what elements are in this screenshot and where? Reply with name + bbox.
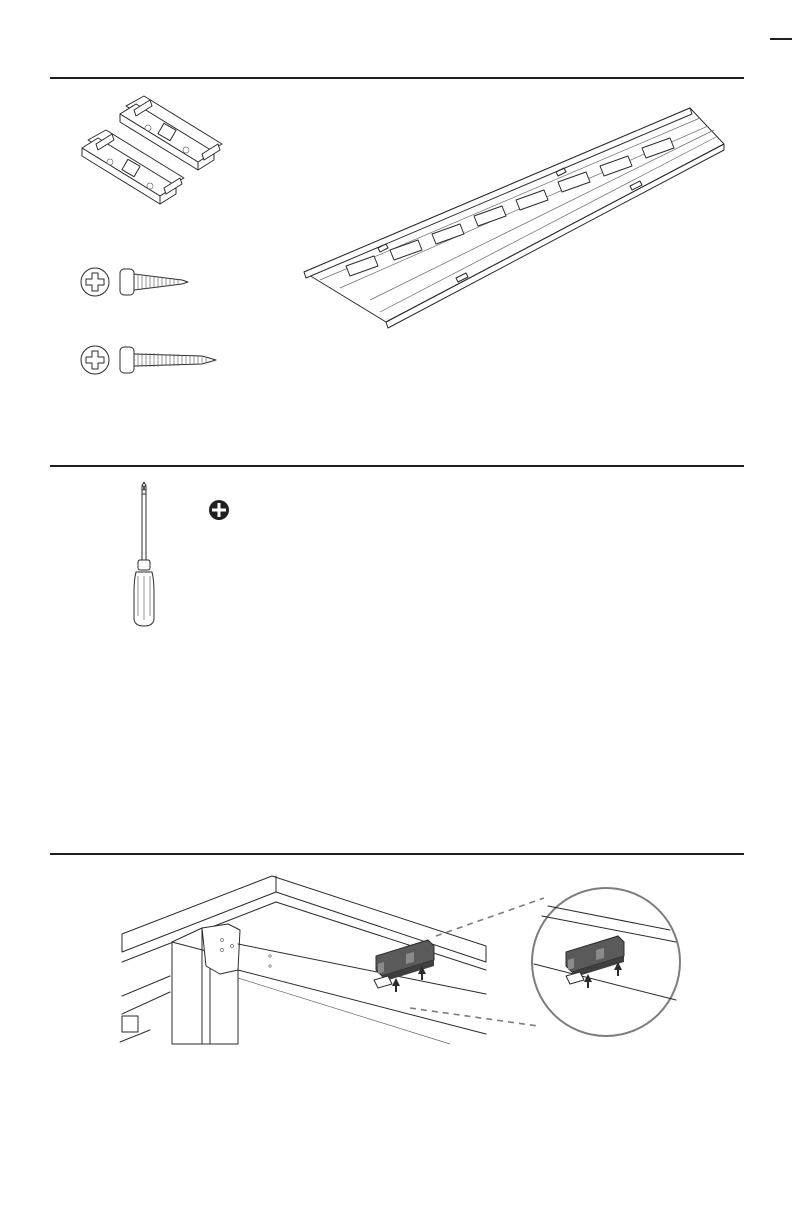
underside-view: [110, 866, 700, 1046]
section-divider-step: [50, 853, 744, 855]
mounting-clips: [78, 92, 228, 217]
phillips-bit-icon: [208, 499, 230, 521]
mounting-bracket: [374, 940, 434, 992]
long-screw: [78, 342, 223, 378]
screwdriver-icon: [122, 480, 166, 630]
section-divider-parts: [50, 77, 744, 79]
phillips-head-icon: [81, 268, 109, 296]
short-screw: [78, 264, 193, 300]
detail-magnifier: [532, 888, 680, 1036]
fold-mark: [770, 38, 792, 40]
phillips-head-icon: [81, 346, 109, 374]
section-divider-tools: [50, 465, 744, 467]
wall-cleat-rail: [300, 100, 730, 330]
